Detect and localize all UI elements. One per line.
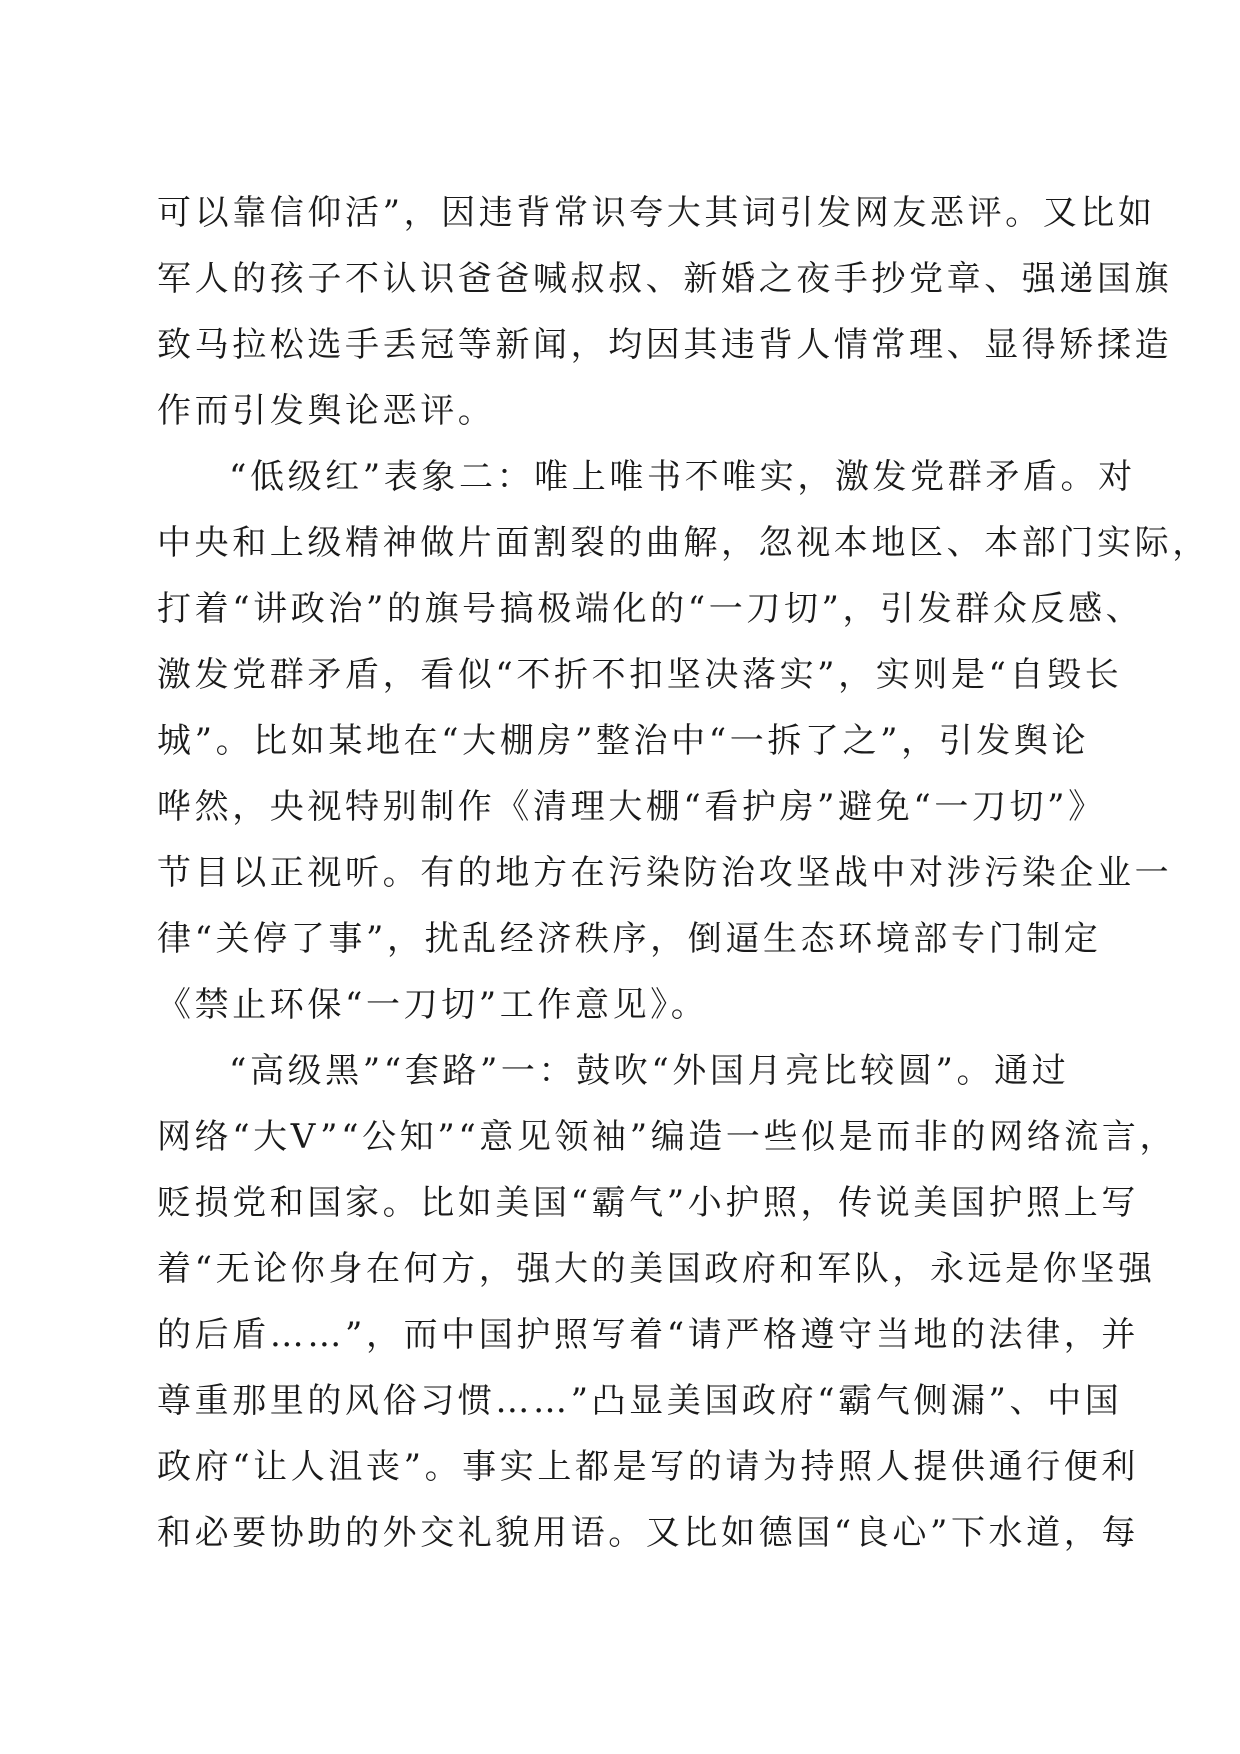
text-line: 节目以正视听。有的地方在污染防治攻坚战中对涉污染企业一 (157, 853, 1173, 893)
text-line: 贬损党和国家。比如美国“霸气”小护照，传说美国护照上写 (157, 1183, 1139, 1223)
text-line: 着“无论你身在何方，强大的美国政府和军队，永远是你坚强 (157, 1249, 1156, 1289)
text-line: 致马拉松选手丢冠等新闻，均因其违背人情常理、显得矫揉造 (157, 325, 1173, 365)
text-line: 政府“让人沮丧”。事实上都是写的请为持照人提供通行便利 (157, 1447, 1139, 1487)
text-line: 可以靠信仰活”，因违背常识夸大其词引发网友恶评。又比如 (157, 193, 1156, 233)
text-line: 网络“大V”“公知”“意见领袖”编造一些似是而非的网络流言， (157, 1117, 1178, 1157)
body-text (157, 180, 1210, 1566)
text-line: 打着“讲政治”的旗号搞极端化的“一刀切”，引发群众反感、 (157, 589, 1144, 629)
paragraph-first-line: “低级红”表象二：唯上唯书不唯实，激发党群矛盾。对 (229, 457, 1136, 497)
text-line: 作而引发舆论恶评。 (157, 391, 496, 431)
text-line: 的后盾……”，而中国护照写着“请严格遵守当地的法律，并 (157, 1315, 1139, 1355)
text-line: 尊重那里的风俗习惯……”凸显美国政府“霸气侧漏”、中国 (157, 1381, 1123, 1421)
paragraph-first-line: “高级黑”“套路”一：鼓吹“外国月亮比较圆”。通过 (229, 1051, 1070, 1091)
text-line: 《禁止环保“一刀切”工作意见》。 (157, 985, 709, 1025)
text-line: 律“关停了事”，扰乱经济秩序，倒逼生态环境部专门制定 (157, 919, 1102, 959)
text-line: 军人的孩子不认识爸爸喊叔叔、新婚之夜手抄党章、强递国旗 (157, 259, 1173, 299)
text-line: 城”。比如某地在“大棚房”整治中“一拆了之”，引发舆论 (157, 721, 1090, 761)
text-line: 哗然，央视特别制作《清理大棚“看护房”避免“一刀切”》 (157, 787, 1106, 827)
text-line: 中央和上级精神做片面割裂的曲解，忽视本地区、本部门实际， (157, 523, 1210, 563)
text-line: 激发党群矛盾，看似“不折不扣坚决落实”，实则是“自毁长 (157, 655, 1123, 695)
text-line: 和必要协助的外交礼貌用语。又比如德国“良心”下水道，每 (157, 1513, 1139, 1553)
